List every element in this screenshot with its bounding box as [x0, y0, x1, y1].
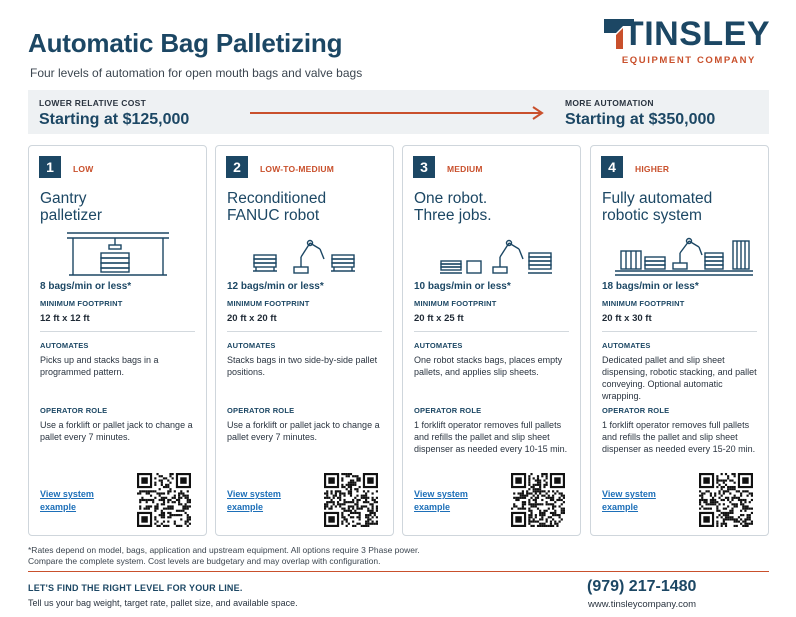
card-automates-label: AUTOMATES [602, 341, 651, 350]
qr-code-icon[interactable] [324, 473, 378, 527]
card-operator-text: 1 forklift operator removes full pallets and refills the pallet and slip sheet dispenser as needed every 10-15 min. [414, 420, 568, 454]
card-level-3 [402, 145, 581, 536]
phone-number[interactable]: (979) 217-1480 [587, 578, 697, 595]
footer-divider [28, 571, 769, 572]
view-system-example-link[interactable] [602, 488, 672, 514]
robot-two-pallets-icon [226, 229, 385, 277]
logo-wordmark: TINSLEY [622, 15, 770, 53]
link-line: example [227, 502, 264, 512]
card-title-line: robotic system [602, 207, 702, 224]
card-divider [602, 331, 757, 332]
page-title: Automatic Bag Palletizing [28, 28, 343, 58]
automation-level-cards [28, 145, 769, 536]
qr-code-icon[interactable] [699, 473, 753, 527]
card-title-line: palletizer [40, 207, 103, 224]
cost-left-label: LOWER RELATIVE COST [39, 98, 147, 108]
card-title [602, 190, 762, 224]
card-title [40, 190, 200, 224]
card-number: 2 [226, 156, 248, 178]
card-footprint-label: MINIMUM FOOTPRINT [40, 299, 123, 308]
card-number: 3 [413, 156, 435, 178]
link-line: View system [40, 489, 94, 499]
link-line: View system [227, 489, 281, 499]
card-rate: 12 bags/min or less* [227, 281, 324, 292]
card-level-label: LOW [73, 164, 94, 174]
card-number: 1 [39, 156, 61, 178]
card-operator-label: OPERATOR ROLE [414, 406, 482, 415]
gantry-palletizer-icon [39, 229, 198, 277]
card-rate: 18 bags/min or less* [602, 281, 699, 292]
robotic-system-conveyor-icon [601, 229, 760, 277]
cta-text: Tell us your bag weight, target rate, pallet size, and available space. [28, 598, 298, 608]
cost-right-value: Starting at $350,000 [565, 111, 716, 128]
card-title-line: FANUC robot [227, 207, 320, 224]
card-operator-text: Use a forklift or pallet jack to change a pallet every 7 minutes. [227, 420, 380, 442]
card-footprint-value: 12 ft x 12 ft [40, 313, 90, 324]
card-footprint-label: MINIMUM FOOTPRINT [414, 299, 497, 308]
card-operator-label: OPERATOR ROLE [602, 406, 670, 415]
card-title-line: Gantry [40, 190, 87, 207]
card-automates-text: One robot stacks bags, places empty pallets, and applies slip sheets. [414, 355, 563, 377]
footnote [28, 545, 728, 567]
card-rate: 10 bags/min or less* [414, 281, 511, 292]
logo-tagline: EQUIPMENT COMPANY [621, 55, 756, 66]
card-automates-label: AUTOMATES [414, 341, 463, 350]
card-automates-label: AUTOMATES [40, 341, 89, 350]
page-subtitle: Four levels of automation for open mouth bags and valve bags [30, 66, 363, 80]
card-level-label: LOW-TO-MEDIUM [260, 164, 335, 174]
card-level-4 [590, 145, 769, 536]
card-footprint-label: MINIMUM FOOTPRINT [602, 299, 685, 308]
right-arrow-icon [250, 106, 550, 120]
card-level-label: MEDIUM [447, 164, 483, 174]
card-automates-text: Stacks bags in two side-by-side pallet positions. [227, 355, 378, 377]
view-system-example-link[interactable] [40, 488, 110, 514]
card-automates-text: Picks up and stacks bags in a programmed pattern. [40, 355, 159, 377]
card-operator-text: Use a forklift or pallet jack to change a pallet every 7 minutes. [40, 420, 193, 442]
cost-left-value: Starting at $125,000 [39, 111, 190, 128]
card-operator-label: OPERATOR ROLE [40, 406, 108, 415]
card-automates-label: AUTOMATES [227, 341, 276, 350]
card-footprint-value: 20 ft x 30 ft [602, 313, 652, 324]
footnote-line: Compare the complete system. Cost levels are budgetary and may overlap with configuration. [28, 556, 381, 566]
card-level-label: HIGHER [635, 164, 670, 174]
robot-three-jobs-icon [413, 229, 572, 277]
card-title-line: Reconditioned [227, 190, 327, 207]
card-footprint-value: 20 ft x 20 ft [227, 313, 277, 324]
card-level-1 [28, 145, 207, 536]
card-title [227, 190, 387, 224]
view-system-example-link[interactable] [227, 488, 297, 514]
link-line: example [602, 502, 639, 512]
qr-code-icon[interactable] [137, 473, 191, 527]
card-operator-text: 1 forklift operator removes full pallets and refills the pallet and slip sheet dispenser as needed every 15-20 min. [602, 420, 756, 454]
card-title [414, 190, 574, 224]
cost-range-bar [28, 90, 769, 134]
card-footprint-value: 20 ft x 25 ft [414, 313, 464, 324]
card-title-line: Fully automated [602, 190, 713, 207]
cta-heading: LET'S FIND THE RIGHT LEVEL FOR YOUR LINE. [28, 583, 243, 593]
link-line: example [40, 502, 77, 512]
card-operator-label: OPERATOR ROLE [227, 406, 295, 415]
view-system-example-link[interactable] [414, 488, 484, 514]
card-divider [227, 331, 382, 332]
card-level-2 [215, 145, 394, 536]
link-line: View system [602, 489, 656, 499]
qr-code-icon[interactable] [511, 473, 565, 527]
link-line: example [414, 502, 451, 512]
card-title-line: Three jobs. [414, 207, 492, 224]
card-footprint-label: MINIMUM FOOTPRINT [227, 299, 310, 308]
card-automates-text: Dedicated pallet and slip sheet dispensing, robotic stacking, and pallet conveying. Optional automatic wrapping. [602, 355, 757, 401]
cost-right-label: MORE AUTOMATION [565, 98, 654, 108]
card-rate: 8 bags/min or less* [40, 281, 132, 292]
footnote-line: *Rates depend on model, bags, application and upstream equipment. All options require 3 Phase power. [28, 545, 420, 555]
card-number: 4 [601, 156, 623, 178]
website-link[interactable]: www.tinsleycompany.com [588, 599, 697, 610]
link-line: View system [414, 489, 468, 499]
card-divider [414, 331, 569, 332]
card-title-line: One robot. [414, 190, 488, 207]
card-divider [40, 331, 195, 332]
tinsley-logo [600, 14, 770, 68]
